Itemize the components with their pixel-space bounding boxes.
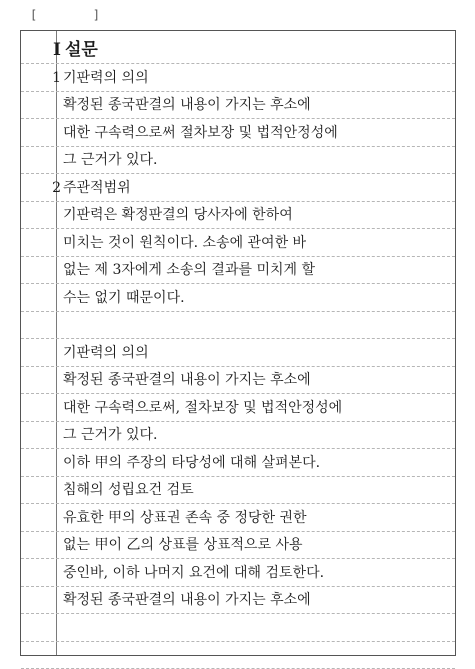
line-text: 없는 제 3자에게 소송의 결과를 미치게 할 (63, 262, 315, 278)
line-text: 없는 甲이 乙의 상표를 상표적으로 사용 (63, 537, 303, 553)
line-text: 확정된 종국판결의 내용이 가지는 후소에 (63, 97, 311, 113)
line-number: 2 (52, 179, 61, 196)
handwritten-line (21, 587, 455, 613)
handwritten-line (21, 92, 455, 118)
handwritten-line (21, 175, 455, 201)
handwritten-line (21, 477, 455, 503)
line-text: 설문 (65, 40, 98, 60)
handwritten-line (21, 285, 455, 311)
line-text: 유효한 甲의 상표권 존속 중 정당한 권한 (63, 509, 307, 526)
line-number: 1 (52, 69, 61, 86)
line-text: 중인바, 이하 나머지 요건에 대해 검토한다. (63, 564, 325, 581)
line-text: 대한 구속력으로써 절차보장 및 법적안정성에 (63, 124, 338, 141)
header-open-bracket: [ (30, 8, 38, 22)
header-close-bracket: ] (92, 8, 100, 22)
page-header-brackets (30, 6, 100, 24)
handwritten-line (21, 120, 455, 146)
handwritten-line (21, 257, 455, 283)
answer-sheet (20, 30, 456, 656)
handwritten-line (21, 340, 455, 366)
handwritten-line (21, 147, 455, 173)
line-text: 침해의 성립요건 검토 (63, 482, 194, 498)
handwritten-line (21, 395, 455, 421)
line-text: 기판력의 의의 (63, 344, 149, 361)
handwritten-line (21, 202, 455, 228)
handwritten-line (21, 505, 455, 531)
line-text: 기판력의 의의 (63, 69, 149, 86)
handwritten-line (21, 65, 455, 91)
handwritten-line (21, 367, 455, 393)
line-text: 미치는 것이 원칙이다. 소송에 관여한 바 (63, 234, 307, 251)
handwritten-line (21, 37, 455, 63)
line-text: 기판력은 확정판결의 당사자에 한하여 (63, 207, 293, 223)
line-text: 그 근거가 있다. (63, 152, 158, 168)
line-number: Ⅰ (53, 40, 61, 60)
line-text: 주관적범위 (63, 179, 131, 196)
line-text: 이하 甲의 주장의 타당성에 대해 살펴본다. (63, 454, 321, 471)
handwritten-line (21, 450, 455, 476)
line-text: 대한 구속력으로써, 절차보장 및 법적안정성에 (63, 399, 343, 416)
line-text: 그 근거가 있다. (63, 427, 158, 443)
handwritten-line (21, 532, 455, 558)
line-text: 수는 없기 때문이다. (63, 289, 185, 306)
handwritten-line (21, 560, 455, 586)
handwritten-line (21, 230, 455, 256)
handwritten-line (21, 312, 455, 338)
ruled-line (21, 613, 455, 614)
line-text: 확정된 종국판결의 내용이 가지는 후소에 (63, 372, 311, 388)
ruled-line (21, 641, 455, 642)
line-text: 확정된 종국판결의 내용이 가지는 후소에 (63, 592, 311, 608)
handwritten-line (21, 422, 455, 448)
